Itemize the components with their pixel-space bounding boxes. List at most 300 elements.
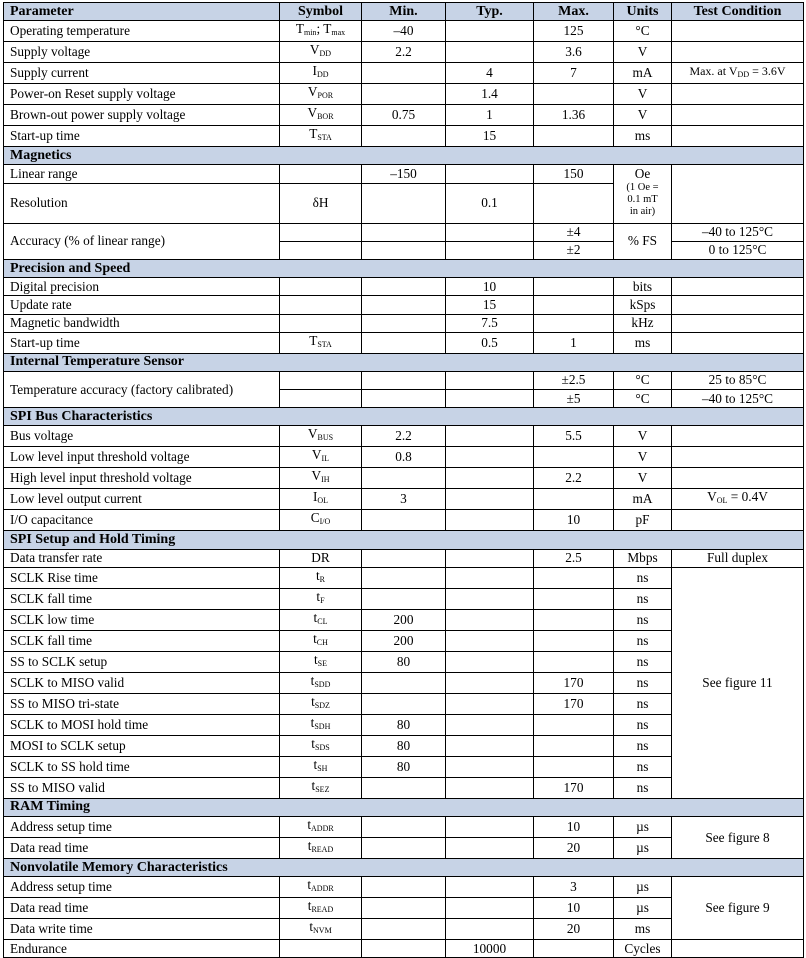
min-cell: 0.75: [362, 105, 446, 126]
unit-note: 0.1 mT: [627, 194, 658, 206]
symbol-cell: [280, 296, 362, 314]
max-cell: 2.2: [534, 468, 614, 489]
min-cell: –150: [362, 165, 446, 183]
max-cell: 3: [534, 877, 614, 898]
table-row: [4, 510, 804, 531]
min-cell: [362, 588, 446, 609]
section-title: Magnetics: [4, 147, 804, 165]
typ-cell: [446, 588, 534, 609]
max-cell: 20: [534, 919, 614, 940]
unit-cell: ms: [614, 332, 672, 353]
max-cell: 10: [534, 510, 614, 531]
min-cell: [362, 672, 446, 693]
min-cell: [362, 84, 446, 105]
condition-cell: [672, 314, 804, 332]
condition-cell: [672, 447, 804, 468]
unit-cell: V: [614, 105, 672, 126]
symbol-cell: $t_{SH}$: [280, 756, 362, 777]
table-row: [4, 426, 804, 447]
symbol-cell: $V_{DD}$: [280, 42, 362, 63]
max-cell: [534, 756, 614, 777]
condition-cell: $V_{OL} = 0.4V$: [672, 489, 804, 510]
max-cell: 7: [534, 63, 614, 84]
symbol-cell: $V_{BOR}$: [280, 105, 362, 126]
max-cell: [534, 489, 614, 510]
ram-timing-section: [4, 798, 804, 958]
spi-timing-rows: [4, 567, 804, 798]
typ-cell: [446, 241, 534, 259]
typ-cell: [446, 468, 534, 489]
typ-cell: [446, 223, 534, 241]
param-cell: SCLK to MISO valid: [4, 672, 280, 693]
param-cell: SCLK fall time: [4, 630, 280, 651]
section-header-spi-timing: [4, 531, 804, 549]
param-cell: Start-up time: [4, 126, 280, 147]
typ-cell: 10: [446, 278, 534, 296]
param-cell: I/O capacitance: [4, 510, 280, 531]
section-title: Internal Temperature Sensor: [4, 353, 804, 371]
table-row: [4, 105, 804, 126]
typ-cell: [446, 898, 534, 919]
specifications-table: [3, 2, 804, 958]
max-cell: 10: [534, 898, 614, 919]
symbol-cell: $t_{SDZ}$: [280, 693, 362, 714]
typ-cell: [446, 549, 534, 567]
min-cell: [362, 371, 446, 389]
unit-cell: µs: [614, 877, 672, 898]
min-cell: [362, 567, 446, 588]
max-cell: 170: [534, 693, 614, 714]
table-row: [4, 296, 804, 314]
typ-cell: [446, 630, 534, 651]
typ-cell: [446, 672, 534, 693]
unit-oe: Oe: [634, 166, 651, 182]
max-cell: ±5: [534, 390, 614, 408]
param-cell: Bus voltage: [4, 426, 280, 447]
min-cell: [362, 777, 446, 798]
symbol-cell: $t_R$: [280, 567, 362, 588]
min-cell: 2.2: [362, 42, 446, 63]
param-cell: Low level input threshold voltage: [4, 447, 280, 468]
header-units: Units: [614, 3, 672, 21]
symbol-cell: [280, 371, 362, 389]
param-cell: Operating temperature: [4, 21, 280, 42]
header-max: Max.: [534, 3, 614, 21]
max-cell: [534, 183, 614, 223]
param-cell: SS to MISO tri-state: [4, 693, 280, 714]
unit-cell: ns: [614, 567, 672, 588]
typ-cell: [446, 447, 534, 468]
symbol-cell: $T_{min}$; $T_{max}$: [280, 21, 362, 42]
condition-cell: [672, 42, 804, 63]
param-cell: Data read time: [4, 838, 280, 859]
section-title: SPI Setup and Hold Timing: [4, 531, 804, 549]
condition-cell: See figure 9: [672, 877, 804, 940]
table-row: [4, 165, 804, 183]
symbol-cell: [280, 390, 362, 408]
typ-cell: [446, 693, 534, 714]
min-cell: 200: [362, 609, 446, 630]
unit-cell: % FS: [614, 223, 672, 259]
unit-cell: ns: [614, 735, 672, 756]
unit-cell: ms: [614, 919, 672, 940]
max-cell: [534, 651, 614, 672]
typ-cell: [446, 567, 534, 588]
condition-cell: [672, 126, 804, 147]
min-cell: [362, 549, 446, 567]
symbol-cell: $I_{DD}$: [280, 63, 362, 84]
param-cell: Start-up time: [4, 332, 280, 353]
header-symbol: Symbol: [280, 3, 362, 21]
symbol-cell: $t_{SEZ}$: [280, 777, 362, 798]
symbol-cell: [280, 223, 362, 241]
min-cell: 200: [362, 630, 446, 651]
table-row: [4, 371, 804, 389]
unit-cell: °C: [614, 21, 672, 42]
typ-cell: 7.5: [446, 314, 534, 332]
condition-cell: [672, 165, 804, 223]
typ-cell: [446, 42, 534, 63]
unit-cell: ns: [614, 672, 672, 693]
param-cell: SCLK to SS hold time: [4, 756, 280, 777]
typ-cell: [446, 489, 534, 510]
header-min: Min.: [362, 3, 446, 21]
unit-cell: pF: [614, 510, 672, 531]
table-row: [4, 332, 804, 353]
unit-cell: Cycles: [614, 940, 672, 958]
condition-cell: 0 to 125°C: [672, 241, 804, 259]
max-cell: [534, 126, 614, 147]
max-cell: [534, 314, 614, 332]
min-cell: [362, 278, 446, 296]
symbol-cell: $t_{READ}$: [280, 898, 362, 919]
condition-cell: –40 to 125°C: [672, 390, 804, 408]
header-row: [4, 3, 804, 21]
table-row: [4, 21, 804, 42]
symbol-cell: $t_{CL}$: [280, 609, 362, 630]
table-row: [4, 223, 804, 241]
min-cell: [362, 390, 446, 408]
param-cell: MOSI to SCLK setup: [4, 735, 280, 756]
typ-cell: [446, 21, 534, 42]
unit-cell: bits: [614, 278, 672, 296]
unit-cell: kHz: [614, 314, 672, 332]
max-cell: 1.36: [534, 105, 614, 126]
min-cell: 80: [362, 651, 446, 672]
table-row: [4, 42, 804, 63]
max-cell: 1: [534, 332, 614, 353]
max-cell: 10: [534, 817, 614, 838]
min-cell: [362, 183, 446, 223]
symbol-cell: $V_{POR}$: [280, 84, 362, 105]
unit-cell: V: [614, 42, 672, 63]
unit-cell: kSps: [614, 296, 672, 314]
unit-cell: ns: [614, 777, 672, 798]
unit-cell: °C: [614, 390, 672, 408]
typ-cell: [446, 735, 534, 756]
unit-cell: µs: [614, 817, 672, 838]
condition-cell: [672, 21, 804, 42]
min-cell: [362, 877, 446, 898]
unit-cell: V: [614, 426, 672, 447]
condition-cell: [672, 468, 804, 489]
section-header-temp-sensor: [4, 353, 804, 371]
table-row: [4, 817, 804, 838]
min-cell: [362, 838, 446, 859]
symbol-cell: [280, 314, 362, 332]
unit-cell: °C: [614, 371, 672, 389]
table-row: [4, 84, 804, 105]
symbol-cell: $V_{IL}$: [280, 447, 362, 468]
section-title: Nonvolatile Memory Characteristics: [4, 859, 804, 877]
header-parameter: Parameter: [4, 3, 280, 21]
symbol-cell: $V_{IH}$: [280, 468, 362, 489]
min-cell: [362, 314, 446, 332]
symbol-cell: $t_{SDD}$: [280, 672, 362, 693]
table-row: [4, 278, 804, 296]
unit-cell: ns: [614, 693, 672, 714]
spec-table-container: [3, 2, 804, 958]
max-cell: [534, 278, 614, 296]
symbol-cell: $t_{NVM}$: [280, 919, 362, 940]
unit-cell: mA: [614, 63, 672, 84]
min-cell: 80: [362, 735, 446, 756]
symbol-cell: [280, 165, 362, 183]
typ-cell: [446, 371, 534, 389]
param-cell: Data transfer rate: [4, 549, 280, 567]
typ-cell: [446, 777, 534, 798]
param-cell: Temperature accuracy (factory calibrated): [4, 371, 280, 407]
param-cell: Low level output current: [4, 489, 280, 510]
symbol-cell: $t_{SDS}$: [280, 735, 362, 756]
condition-cell: [672, 296, 804, 314]
symbol-cell: $t_{ADDR}$: [280, 817, 362, 838]
max-cell: ±2: [534, 241, 614, 259]
typ-cell: 0.5: [446, 332, 534, 353]
section-header-magnetics: [4, 147, 804, 165]
section-header-spi-bus: [4, 408, 804, 426]
min-cell: [362, 332, 446, 353]
typ-cell: [446, 651, 534, 672]
unit-cell: [614, 165, 672, 223]
unit-cell: ns: [614, 609, 672, 630]
min-cell: [362, 898, 446, 919]
symbol-cell: $V_{BUS}$: [280, 426, 362, 447]
condition-cell: [672, 426, 804, 447]
condition-cell: [672, 510, 804, 531]
typ-cell: [446, 919, 534, 940]
typ-cell: 0.1: [446, 183, 534, 223]
condition-cell: [672, 84, 804, 105]
symbol-cell: $t_{READ}$: [280, 838, 362, 859]
param-cell: SCLK low time: [4, 609, 280, 630]
max-cell: ±4: [534, 223, 614, 241]
unit-cell: Mbps: [614, 549, 672, 567]
typ-cell: 15: [446, 296, 534, 314]
max-cell: [534, 735, 614, 756]
table-row: [4, 877, 804, 898]
min-cell: [362, 817, 446, 838]
param-cell: Linear range: [4, 165, 280, 183]
table-row: [4, 489, 804, 510]
unit-cell: ns: [614, 714, 672, 735]
param-cell: SS to SCLK setup: [4, 651, 280, 672]
min-cell: [362, 126, 446, 147]
unit-cell: mA: [614, 489, 672, 510]
unit-cell: ms: [614, 126, 672, 147]
symbol-cell: $t_F$: [280, 588, 362, 609]
typ-cell: [446, 817, 534, 838]
table-row: [4, 468, 804, 489]
param-cell: Supply current: [4, 63, 280, 84]
param-cell: High level input threshold voltage: [4, 468, 280, 489]
symbol-cell: $T_{STA}$: [280, 126, 362, 147]
condition-cell: Max. at $V_{DD} = 3.6V$: [672, 63, 804, 84]
section-header-precision: [4, 259, 804, 277]
min-cell: –40: [362, 21, 446, 42]
param-cell: Endurance: [4, 940, 280, 958]
typ-cell: 4: [446, 63, 534, 84]
typ-cell: [446, 838, 534, 859]
typ-cell: [446, 756, 534, 777]
symbol-cell: DR: [280, 549, 362, 567]
min-cell: [362, 940, 446, 958]
min-cell: [362, 223, 446, 241]
min-cell: [362, 296, 446, 314]
table-row: [4, 549, 804, 567]
condition-cell: [672, 278, 804, 296]
unit-cell: µs: [614, 838, 672, 859]
table-row: [4, 63, 804, 84]
table-row: [4, 447, 804, 468]
symbol-cell: $C_{I/O}$: [280, 510, 362, 531]
unit-note: in air): [629, 206, 656, 218]
max-cell: 170: [534, 672, 614, 693]
table-row: [4, 940, 804, 958]
param-cell: Accuracy (% of linear range): [4, 223, 280, 259]
symbol-cell: $t_{SE}$: [280, 651, 362, 672]
min-cell: [362, 919, 446, 940]
param-cell: Power-on Reset supply voltage: [4, 84, 280, 105]
typ-cell: [446, 714, 534, 735]
typ-cell: [446, 426, 534, 447]
param-cell: Data read time: [4, 898, 280, 919]
unit-cell: ns: [614, 651, 672, 672]
typ-cell: [446, 510, 534, 531]
max-cell: [534, 296, 614, 314]
condition-cell: [672, 105, 804, 126]
max-cell: [534, 588, 614, 609]
typ-cell: 10000: [446, 940, 534, 958]
param-cell: Address setup time: [4, 877, 280, 898]
header-condition: Test Condition: [672, 3, 804, 21]
header-typ: Typ.: [446, 3, 534, 21]
min-cell: [362, 693, 446, 714]
typ-cell: 15: [446, 126, 534, 147]
unit-cell: ns: [614, 630, 672, 651]
symbol-cell: $I_{OL}$: [280, 489, 362, 510]
symbol-cell: δH: [280, 183, 362, 223]
symbol-cell: $T_{STA}$: [280, 332, 362, 353]
min-cell: 2.2: [362, 426, 446, 447]
min-cell: 0.8: [362, 447, 446, 468]
symbol-cell: $t_{CH}$: [280, 630, 362, 651]
param-cell: SS to MISO valid: [4, 777, 280, 798]
unit-cell: µs: [614, 898, 672, 919]
min-cell: 80: [362, 756, 446, 777]
table-row: [4, 567, 804, 588]
section-title: Precision and Speed: [4, 259, 804, 277]
condition-cell: [672, 332, 804, 353]
symbol-cell: $t_{SDH}$: [280, 714, 362, 735]
typ-cell: [446, 609, 534, 630]
max-cell: [534, 714, 614, 735]
max-cell: [534, 84, 614, 105]
max-cell: 125: [534, 21, 614, 42]
condition-cell: [672, 940, 804, 958]
param-cell: Digital precision: [4, 278, 280, 296]
unit-cell: ns: [614, 588, 672, 609]
param-cell: Magnetic bandwidth: [4, 314, 280, 332]
max-cell: [534, 940, 614, 958]
param-cell: Update rate: [4, 296, 280, 314]
table-row: [4, 314, 804, 332]
typ-cell: 1.4: [446, 84, 534, 105]
section-header-nvm: [4, 859, 804, 877]
max-cell: [534, 609, 614, 630]
min-cell: [362, 63, 446, 84]
param-cell: SCLK to MOSI hold time: [4, 714, 280, 735]
min-cell: [362, 510, 446, 531]
unit-note: (1 Oe =: [626, 182, 659, 194]
unit-cell: ns: [614, 756, 672, 777]
min-cell: [362, 241, 446, 259]
max-cell: 2.5: [534, 549, 614, 567]
section-header-ram: [4, 798, 804, 816]
typ-cell: [446, 165, 534, 183]
param-cell: Resolution: [4, 183, 280, 223]
typ-cell: [446, 390, 534, 408]
condition-cell: Full duplex: [672, 549, 804, 567]
max-cell: 170: [534, 777, 614, 798]
section-title: RAM Timing: [4, 798, 804, 816]
max-cell: 5.5: [534, 426, 614, 447]
max-cell: 3.6: [534, 42, 614, 63]
section-title: SPI Bus Characteristics: [4, 408, 804, 426]
min-cell: [362, 468, 446, 489]
condition-cell: See figure 11: [672, 567, 804, 798]
min-cell: 80: [362, 714, 446, 735]
max-cell: ±2.5: [534, 371, 614, 389]
typ-cell: [446, 877, 534, 898]
condition-cell: –40 to 125°C: [672, 223, 804, 241]
typ-cell: 1: [446, 105, 534, 126]
condition-cell: See figure 8: [672, 817, 804, 859]
param-cell: SCLK Rise time: [4, 567, 280, 588]
symbol-cell: [280, 278, 362, 296]
max-cell: 20: [534, 838, 614, 859]
max-cell: [534, 630, 614, 651]
param-cell: Brown-out power supply voltage: [4, 105, 280, 126]
param-cell: Supply voltage: [4, 42, 280, 63]
symbol-cell: [280, 940, 362, 958]
condition-cell: 25 to 85°C: [672, 371, 804, 389]
param-cell: SCLK fall time: [4, 588, 280, 609]
symbol-cell: [280, 241, 362, 259]
param-cell: Data write time: [4, 919, 280, 940]
unit-cell: V: [614, 84, 672, 105]
unit-cell: V: [614, 468, 672, 489]
